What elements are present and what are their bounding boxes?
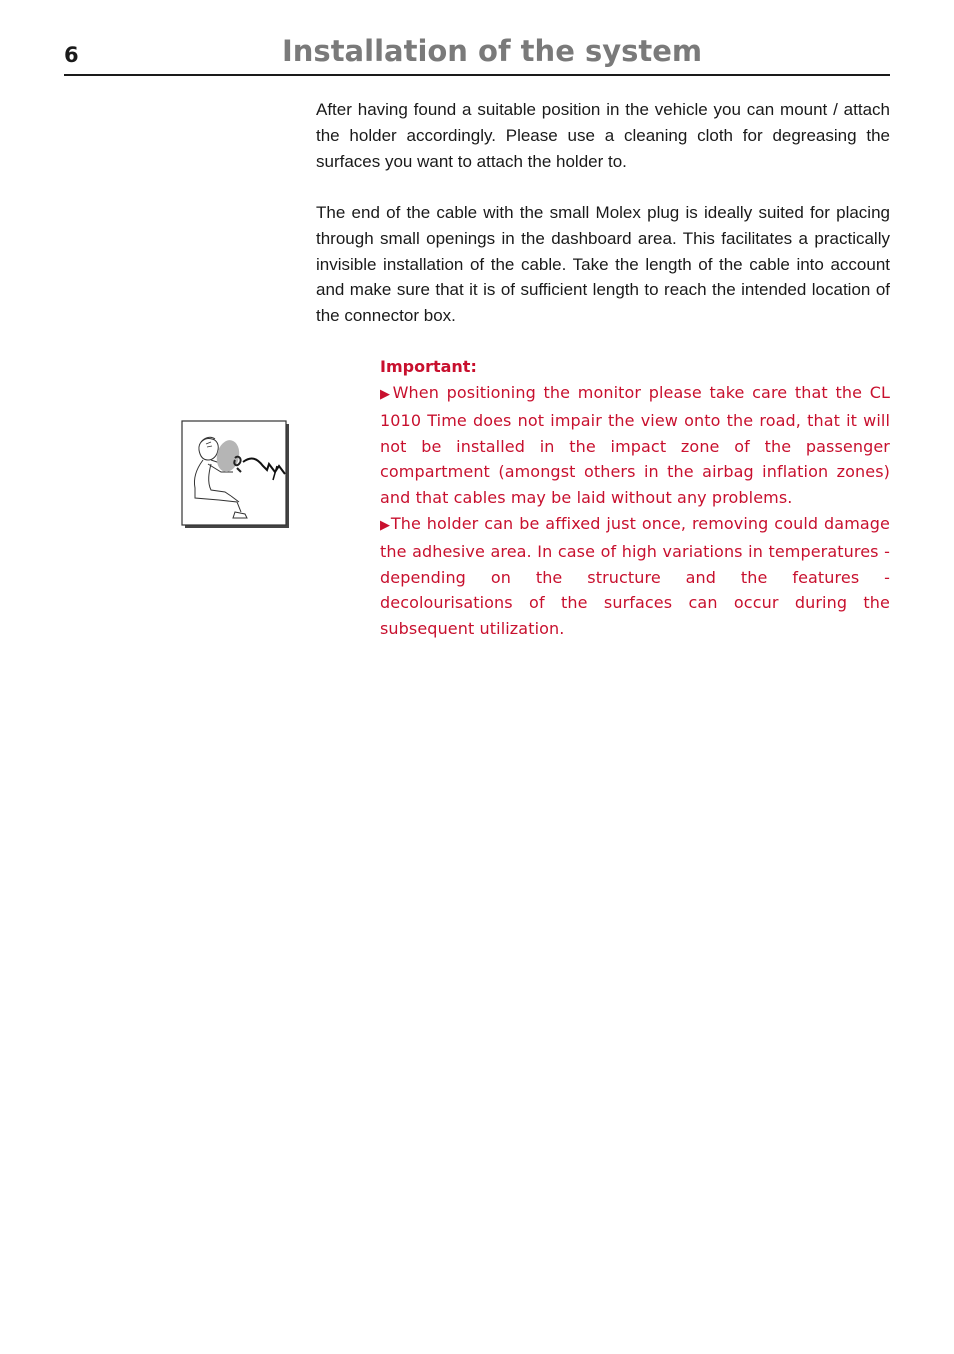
important-heading: Important: [380, 357, 477, 376]
important-item-2 [380, 511, 890, 642]
bullet-icon: ▶ [380, 387, 393, 402]
body-paragraph-2: The end of the cable with the small Molex plug is ideally suited for placing through small openings in the dashboard area. This facilitates a practically invisible installation of the cable. Take the length of the cable into account and make sure that it is of sufficient length to reach the intended location of the connector box. [316, 203, 890, 326]
page-number: 6 [64, 43, 79, 67]
airbag-warning-icon [181, 420, 289, 528]
bullet-icon: ▶ [380, 517, 391, 533]
page-header [64, 34, 890, 76]
important-item-2-text: The holder can be affixed just once, removing could damage the adhesive area. In case of high variations in temperatures - depending on the structure and the features - decolourisations of the surfaces can occur during the subsequent utilization. [380, 513, 890, 639]
important-notice [380, 354, 890, 642]
body-paragraph-1: After having found a suitable position in the vehicle you can mount / attach the holder accordingly. Please use a cleaning cloth for degreasing the surfaces you want to attach the holder to. [316, 100, 890, 171]
important-item-1 [380, 380, 890, 511]
page-title: Installation of the system [282, 34, 703, 68]
important-item-1-text: When positioning the monitor please take care that the CL 1010 Time does not impair the view onto the road, that it will not be installed in the impact zone of the passenger compartment (amongst others in the airbag inflation zones) and that cables may be laid without any problems. [380, 383, 890, 508]
